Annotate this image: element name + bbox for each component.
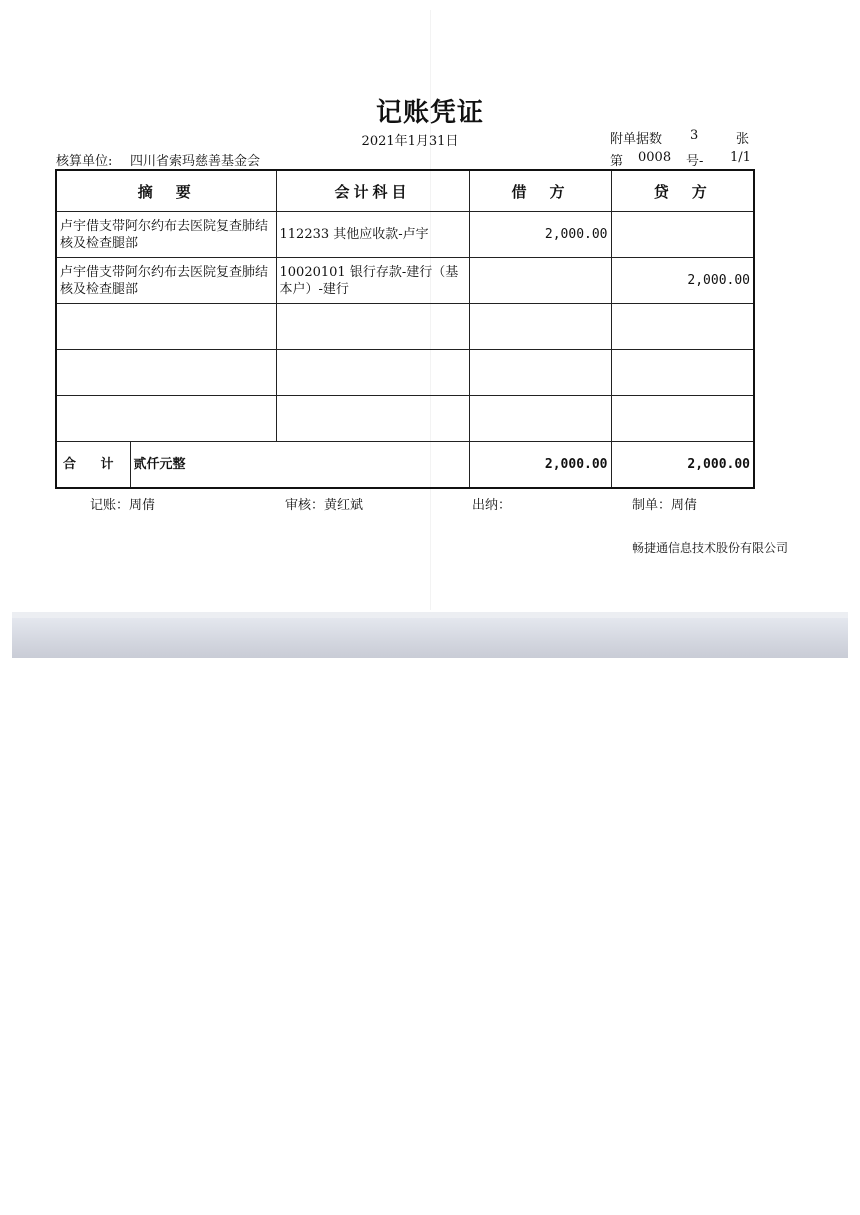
- row-credit: [611, 304, 754, 350]
- total-label: 合 计: [56, 442, 130, 489]
- row-summary: [56, 396, 276, 442]
- row-summary: 卢宇借支带阿尔约布去医院复查肺结核及检查腿部: [56, 212, 276, 258]
- row-account: [276, 396, 469, 442]
- software-company: 畅捷通信息技术股份有限公司: [631, 541, 788, 555]
- row-debit: 2,000.00: [469, 212, 611, 258]
- attachments-count: 3: [690, 128, 699, 143]
- header-summary: 摘 要: [56, 170, 276, 212]
- voucher-page: 1/1: [730, 150, 751, 165]
- row-debit: [469, 258, 611, 304]
- cashier-signature: 出纳：: [472, 498, 512, 513]
- table-header-row: [56, 170, 754, 212]
- org-label: 核算单位:: [56, 154, 113, 169]
- header-account: 会计科目: [276, 170, 469, 212]
- row-debit: [469, 304, 611, 350]
- voucher-table: [55, 169, 755, 489]
- total-amount-words: 贰仟元整: [130, 442, 469, 489]
- org-name: 四川省索玛慈善基金会: [130, 154, 261, 169]
- total-credit: 2,000.00: [611, 442, 754, 489]
- row-debit: [469, 350, 611, 396]
- row-summary: [56, 304, 276, 350]
- table-row: [56, 212, 754, 258]
- row-account: 112233 其他应收款-卢宇: [276, 212, 469, 258]
- total-row: [56, 442, 754, 489]
- preparer-signature: 制单：周倩: [632, 498, 698, 513]
- row-debit: [469, 396, 611, 442]
- total-debit: 2,000.00: [469, 442, 611, 489]
- scanner-shadow-band: [12, 618, 848, 658]
- voucher-number: 0008: [638, 150, 672, 165]
- header-debit: 借 方: [469, 170, 611, 212]
- table-row: [56, 258, 754, 304]
- row-account: [276, 304, 469, 350]
- row-summary: 卢宇借支带阿尔约布去医院复查肺结核及检查腿部: [56, 258, 276, 304]
- row-credit: [611, 212, 754, 258]
- attachments-label: 附单据数: [610, 132, 663, 147]
- row-credit: [611, 396, 754, 442]
- row-account: 10020101 银行存款-建行（基本户）-建行: [276, 258, 469, 304]
- row-credit: 2,000.00: [611, 258, 754, 304]
- voucher-date: 2021年1月31日: [361, 134, 459, 149]
- attachments-unit: 张: [736, 132, 750, 147]
- reviewer-signature: 审核：黄红斌: [285, 498, 364, 513]
- row-credit: [611, 350, 754, 396]
- voucher-title: 记账凭证: [375, 98, 484, 128]
- row-summary: [56, 350, 276, 396]
- table-row: [56, 396, 754, 442]
- table-row: [56, 304, 754, 350]
- bookkeeper-signature: 记账：周倩: [90, 498, 156, 513]
- voucher-number-prefix: 第: [610, 154, 624, 169]
- header-credit: 贷 方: [611, 170, 754, 212]
- table-row: [56, 350, 754, 396]
- row-account: [276, 350, 469, 396]
- voucher-number-suffix: 号-: [686, 154, 704, 169]
